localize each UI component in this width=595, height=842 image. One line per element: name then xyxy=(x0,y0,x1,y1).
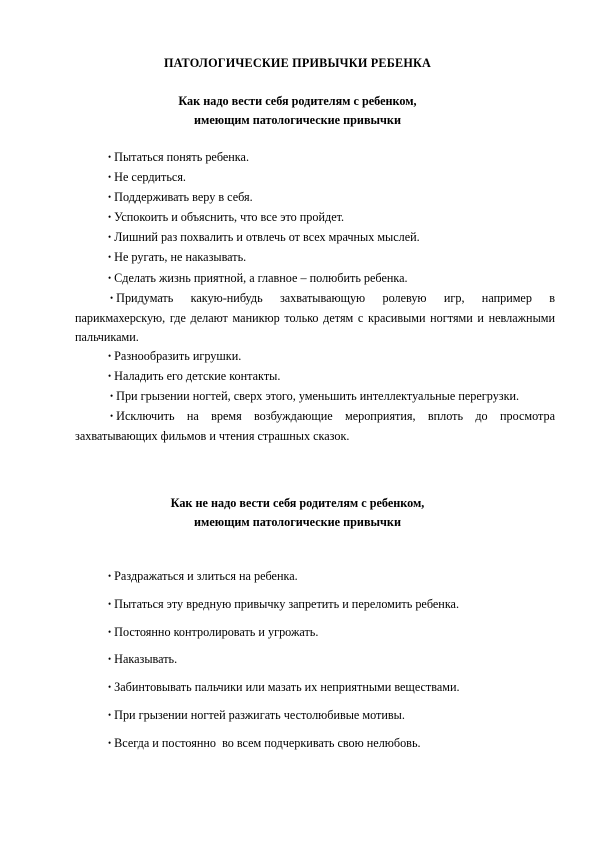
bullet-icon: • xyxy=(110,391,114,402)
list-item: • Придумать какую-нибудь захватывающую ролевую игр, например в парикмахерскую, где делают маникюр только детям с красивыми ногтями и невлажными пальчиками. xyxy=(75,290,555,344)
list-item: • Постоянно контролировать и угрожать. xyxy=(108,624,319,639)
list-item: • При грызении ногтей, сверх этого, уменьшить интеллектуальные перегрузки. xyxy=(110,389,520,404)
bullet-icon: • xyxy=(108,272,112,283)
bullet-icon: • xyxy=(108,232,112,243)
section-heading-dont-line2: имеющим патологические привычки xyxy=(194,515,401,529)
page-title: ПАТОЛОГИЧЕСКИЕ ПРИВЫЧКИ РЕБЕНКА xyxy=(163,56,432,70)
list-item: • Разнообразить игрушки. xyxy=(108,348,242,363)
list-item: • Сделать жизнь приятной, а главное – полюбить ребенка. xyxy=(108,270,408,285)
dont-list xyxy=(75,567,555,761)
bullet-icon: • xyxy=(108,371,112,382)
bullet-icon: • xyxy=(108,172,112,183)
list-item: • Поддерживать веру в себя. xyxy=(108,190,253,205)
bullet-icon: • xyxy=(108,682,112,693)
do-list xyxy=(75,148,555,446)
bullet-icon: • xyxy=(108,350,112,361)
list-item: • Исключить на время возбуждающие мероприятия, вплоть до просмотра захватывающих фильмов и чтения страшных сказок. xyxy=(75,409,555,444)
list-item: • При грызении ногтей разжигать честолюбивые мотивы. xyxy=(108,707,405,722)
bullet-icon: • xyxy=(108,192,112,203)
list-item: • Не сердиться. xyxy=(108,170,186,185)
bullet-icon: • xyxy=(108,654,112,665)
bullet-icon: • xyxy=(108,152,112,162)
section-heading-do-line1: Как надо вести себя родителям с ребенком, xyxy=(178,94,417,108)
section-heading-do-line2: имеющим патологические привычки xyxy=(194,113,401,127)
section-heading-do xyxy=(0,92,595,130)
bullet-icon: • xyxy=(108,212,112,223)
bullet-icon: • xyxy=(108,252,112,263)
bullet-icon: • xyxy=(110,292,114,303)
list-item: • Не ругать, не наказывать. xyxy=(108,250,247,265)
list-item: • Наладить его детские контакты. xyxy=(108,369,281,384)
bullet-icon: • xyxy=(108,709,112,720)
list-item: • Успокоить и объяснить, что все это пройдет. xyxy=(108,210,345,225)
bullet-icon: • xyxy=(108,626,112,637)
bullet-icon: • xyxy=(108,737,112,748)
bullet-icon: • xyxy=(108,598,112,609)
list-item: • Наказывать. xyxy=(108,652,178,667)
section-heading-dont-line1: Как не надо вести себя родителям с ребенком, xyxy=(170,496,425,510)
list-item: • Пытаться понять ребенка. xyxy=(108,150,250,164)
section-heading-dont xyxy=(0,494,595,532)
list-item: • Всегда и постоянно во всем подчеркивать свою нелюбовь. xyxy=(108,735,421,750)
list-item: • Лишний раз похвалить и отвлечь от всех мрачных мыслей. xyxy=(108,230,420,245)
list-item: • Забинтовывать пальчики или мазать их неприятными веществами. xyxy=(108,680,460,695)
bullet-icon: • xyxy=(110,411,114,422)
bullet-icon: • xyxy=(108,571,112,581)
list-item: • Пытаться эту вредную привычку запретить и переломить ребенка. xyxy=(108,596,460,611)
list-item: • Раздражаться и злиться на ребенка. xyxy=(108,569,298,583)
